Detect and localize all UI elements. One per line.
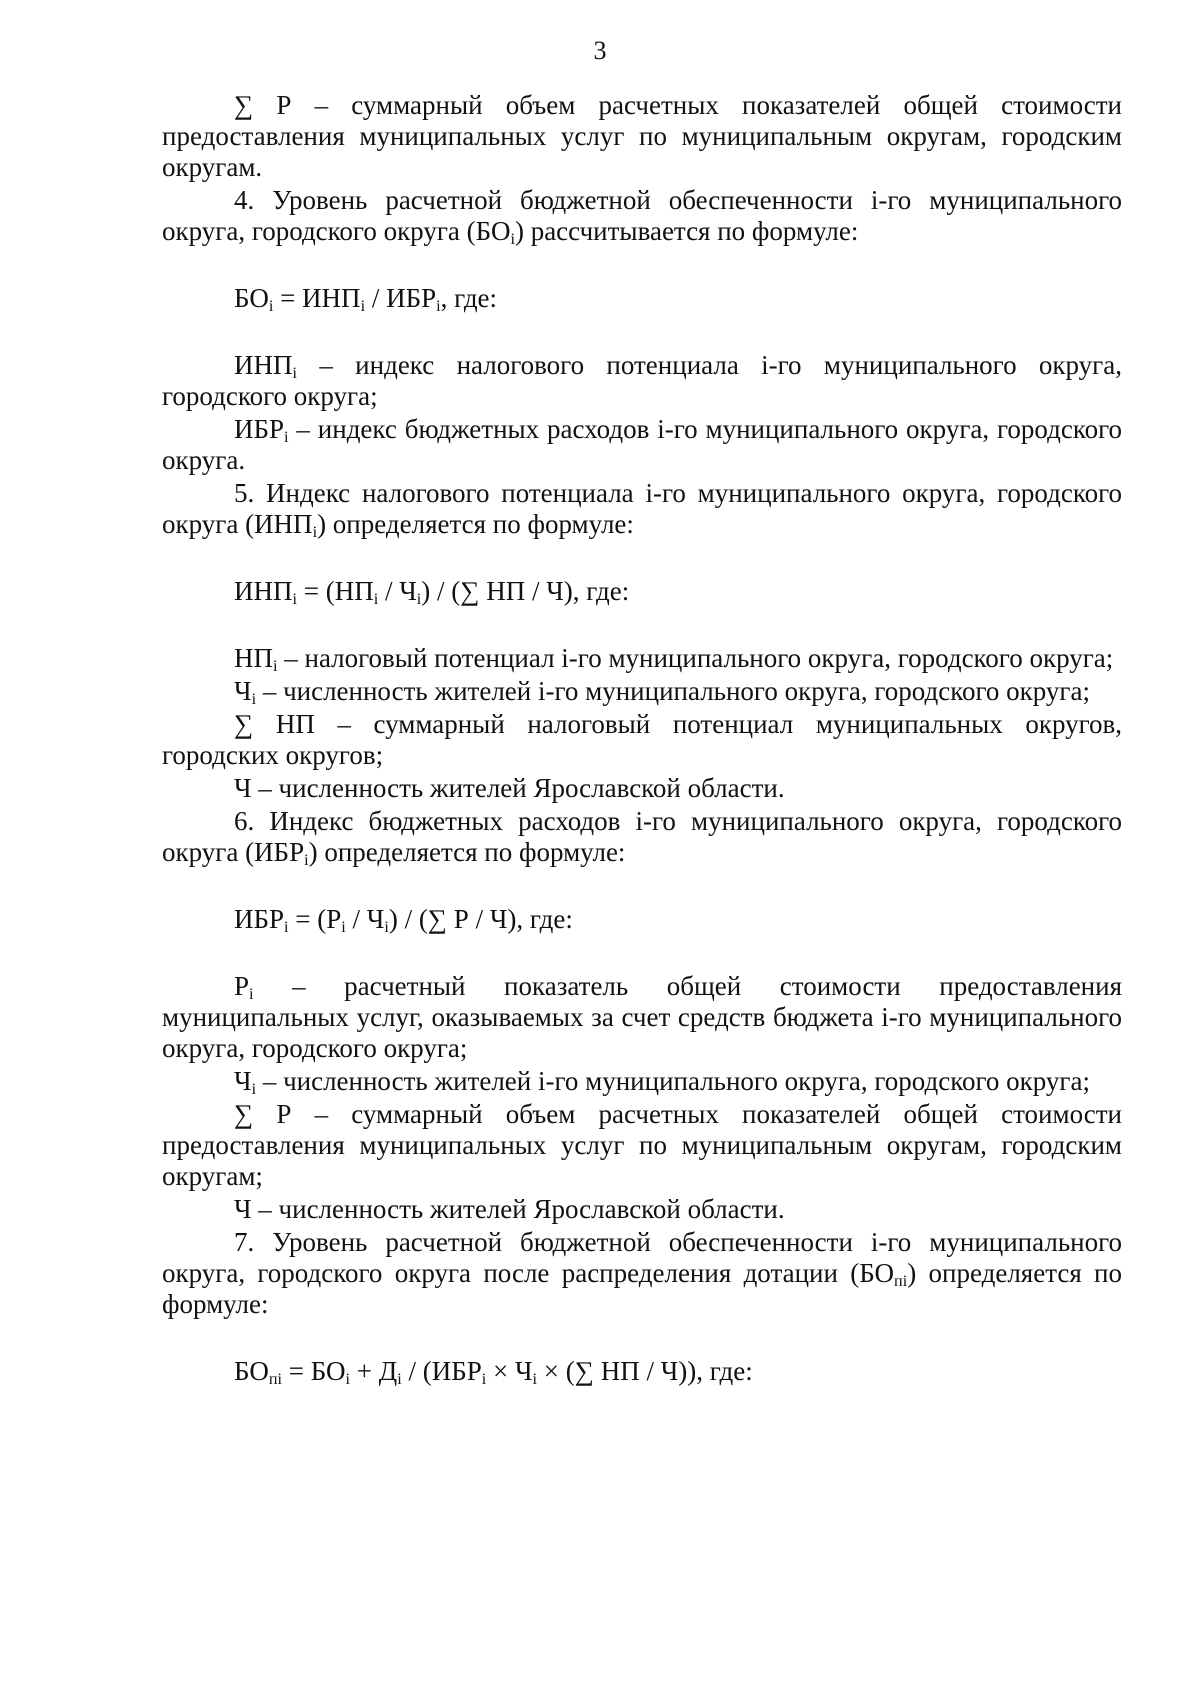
paragraph-ibr-definition: $ИБР_i$ – индекс бюджетных расходов i-го муниципального округа, городского округа. xyxy=(162,414,1122,475)
paragraph-ch-i-definition-2: $Ч_i$ – численность жителей i-го муниципального округа, городского округа; xyxy=(234,1066,1090,1099)
paragraph-sum-p-definition-2: ∑ Р – суммарный объем расчетных показателей общей стоимости предоставления муниципальных услуг по муниципальным округам, городским округам; xyxy=(162,1099,1122,1191)
formula-ibr: $ИБР_i = (Р_i / Ч_i)$ / (∑ Р / Ч), где: xyxy=(234,904,573,937)
formula-bo: $БО_i = ИНП_i / ИБР_i$, где: xyxy=(234,283,498,316)
paragraph-item-4: 4. Уровень расчетной бюджетной обеспеченности i-го муниципального округа, городского округа $(БО_i)$ рассчитывается по формуле: xyxy=(162,185,1122,249)
paragraph-item-5: 5. Индекс налогового потенциала i-го муниципального округа, городского округа $(ИНП_i)$ определяется по формуле: xyxy=(162,478,1122,542)
page-number: 3 xyxy=(593,36,607,65)
paragraph-item-6: 6. Индекс бюджетных расходов i-го муниципального округа, городского округа $(ИБР_i)$ определяется по формуле: xyxy=(162,806,1122,870)
formula-bo-pi: $БО_{пi} = БО_i + Д_i / (ИБР_i \times Ч_i$ × (∑ НП / Ч)), где: xyxy=(234,1356,753,1389)
paragraph-sum-p-definition: ∑ Р – суммарный объем расчетных показателей общей стоимости предоставления муниципальных услуг по муниципальным округам, городским округам. xyxy=(162,90,1122,182)
document-body xyxy=(162,90,1122,1423)
paragraph-ch-definition-2: Ч – численность жителей Ярославской области. xyxy=(234,1194,785,1224)
paragraph-sum-np-definition: ∑ НП – суммарный налоговый потенциал муниципальных округов, городских округов; xyxy=(162,709,1122,770)
paragraph-ch-definition: Ч – численность жителей Ярославской области. xyxy=(234,773,785,803)
formula-inp: $ИНП_i = (НП_i / Ч_i)$ / (∑ НП / Ч), где: xyxy=(234,576,630,609)
paragraph-ch-i-definition: $Ч_i$ – численность жителей i-го муниципального округа, городского округа; xyxy=(234,676,1090,709)
paragraph-inp-definition: $ИНП_i$ – индекс налогового потенциала i-го муниципального округа, городского округа; xyxy=(162,350,1122,411)
paragraph-np-definition: $НП_i$ – налоговый потенциал i-го муниципального округа, городского округа; xyxy=(234,643,1114,676)
paragraph-item-7: 7. Уровень расчетной бюджетной обеспеченности i-го муниципального округа, городского округа после распределения дотации $(БО_{пi})$ определяется по формуле: xyxy=(162,1227,1122,1319)
paragraph-p-i-definition: $Р_i$ – расчетный показатель общей стоимости предоставления муниципальных услуг, оказываемых за счет средств бюджета i-го муниципального округа, городского округа; xyxy=(162,971,1122,1063)
